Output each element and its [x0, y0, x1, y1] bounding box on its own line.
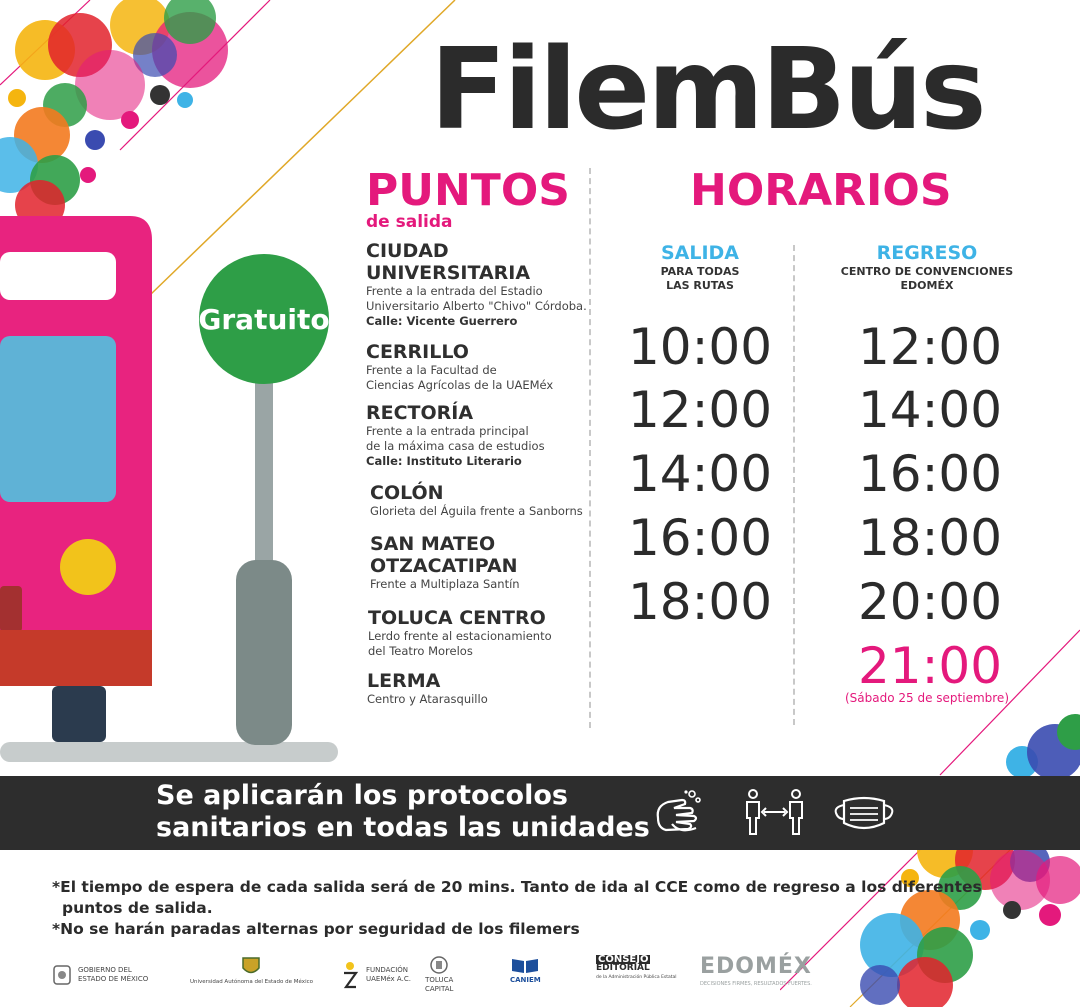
gratuito-label: Gratuito	[198, 302, 330, 336]
salida-header	[620, 241, 780, 293]
stop-name: SAN MATEO	[370, 533, 496, 555]
handwash-icon	[652, 788, 704, 838]
decorative-bubbles-right	[1000, 712, 1080, 776]
logo-text: EDOMÉX	[700, 954, 812, 979]
logo-gobierno-edomex	[52, 955, 148, 995]
toluca-crest-icon	[429, 955, 449, 975]
stop-name: CIUDAD	[366, 240, 449, 262]
logo-text: ESTADO DE MÉXICO	[78, 975, 149, 983]
salida-time: 18:00	[627, 573, 773, 631]
stop-description: de la máxima casa de estudios	[366, 439, 545, 453]
salida-time: 12:00	[627, 381, 773, 439]
footer-notes	[52, 877, 982, 940]
logo-text: EDITORIAL	[596, 963, 650, 973]
face-mask-icon	[832, 795, 896, 833]
salida-time: 10:00	[627, 318, 773, 376]
stop-description: Frente a la entrada principal	[366, 424, 529, 438]
stop-description: Lerdo frente al estacionamiento	[368, 629, 552, 643]
stop-toluca-centro	[368, 607, 583, 659]
protocol-text	[156, 780, 650, 844]
logo-text: TOLUCA	[425, 976, 454, 984]
logo-text: DECISIONES FIRMES, RESULTADOS FUERTES.	[700, 981, 812, 987]
fundacion-icon	[340, 961, 360, 989]
salida-subtitle: PARA TODAS	[660, 265, 740, 278]
logo-uaem	[190, 955, 313, 995]
stop-description: Ciencias Agrícolas de la UAEMéx	[366, 378, 554, 392]
logo-text: FUNDACIÓN	[366, 966, 409, 974]
stop-ciudad-universitaria	[366, 240, 587, 329]
stop-name: UNIVERSITARIA	[366, 262, 531, 284]
stop-name: RECTORÍA	[366, 402, 474, 424]
regreso-header	[832, 241, 1022, 293]
note-line: *El tiempo de espera de cada salida será de 20 mins. Tanto de ida al CCE como de regreso a los diferentes	[52, 878, 982, 896]
logo-text: Universidad Autónoma del Estado de México	[190, 979, 313, 985]
stop-name: LERMA	[367, 670, 441, 692]
stop-description: Frente a Multiplaza Santín	[370, 577, 520, 591]
stop-street: Calle: Vicente Guerrero	[366, 314, 518, 328]
protocol-line: Se aplicarán los protocolos	[156, 780, 568, 811]
logo-consejo-editorial	[596, 955, 677, 995]
logo-toluca-capital	[425, 955, 453, 995]
logo-edomex	[700, 955, 812, 995]
stop-description: Frente a la entrada del Estadio	[366, 284, 543, 298]
logo-text: UAEMéx A.C.	[366, 975, 411, 983]
coat-of-arms-icon	[52, 964, 72, 986]
stop-colon	[370, 482, 585, 519]
regreso-extra-note: (Sábado 25 de septiembre)	[844, 691, 1009, 705]
salida-subtitle: LAS RUTAS	[666, 279, 734, 292]
stop-description: Universitario Alberto "Chivo" Córdoba.	[366, 299, 587, 313]
stop-san-mateo-otzacatipan	[370, 533, 585, 592]
logo-caniem	[510, 955, 541, 995]
caniem-book-icon	[510, 955, 540, 975]
stop-street: Calle: Instituto Literario	[366, 454, 522, 468]
protocol-line: sanitarios en todas las unidades	[156, 812, 650, 843]
regreso-time: 14:00	[857, 381, 1003, 439]
salida-time: 16:00	[627, 509, 773, 567]
gratuito-badge	[199, 254, 329, 384]
regreso-time: 20:00	[857, 573, 1003, 631]
stop-description: Frente a la Facultad de	[366, 363, 497, 377]
logo-text: CANIEM	[510, 976, 541, 984]
note-line: puntos de salida.	[62, 899, 213, 917]
stop-description: Centro y Atarasquillo	[367, 692, 488, 706]
logo-text: GOBIERNO DEL	[78, 966, 132, 974]
page-title: FilemBús	[430, 25, 984, 155]
stop-cerrillo	[366, 341, 581, 393]
salida-title: SALIDA	[660, 242, 740, 264]
stop-name: COLÓN	[370, 482, 444, 504]
stop-rectoria	[366, 402, 581, 469]
stop-name: TOLUCA CENTRO	[368, 607, 546, 629]
logo-fundacion-uaemex	[340, 955, 411, 995]
salida-time: 14:00	[627, 445, 773, 503]
puntos-heading: PUNTOS	[366, 165, 570, 216]
logo-text: de la Administración Pública Estatal	[596, 975, 677, 980]
logo-text: CAPITAL	[425, 985, 454, 993]
stop-name: OTZACATIPAN	[370, 555, 518, 577]
stop-description: del Teatro Morelos	[368, 644, 473, 658]
regreso-subtitle: CENTRO DE CONVENCIONES	[840, 265, 1014, 278]
regreso-extra-time: 21:00	[857, 637, 1003, 695]
regreso-title: REGRESO	[876, 242, 978, 264]
social-distance-icon	[744, 788, 806, 838]
regreso-time: 18:00	[857, 509, 1003, 567]
horarios-heading: HORARIOS	[690, 165, 952, 216]
stop-description: Glorieta del Águila frente a Sanborns	[370, 504, 583, 518]
uaem-shield-icon	[240, 955, 262, 977]
stop-name: CERRILLO	[366, 341, 469, 363]
note-line: *No se harán paradas alternas por seguridad de los filemers	[52, 920, 580, 938]
regreso-subtitle: EDOMÉX	[900, 279, 954, 292]
stop-lerma	[367, 670, 582, 707]
puntos-subheading: de salida	[366, 212, 453, 232]
column-divider	[589, 168, 591, 728]
regreso-time: 16:00	[857, 445, 1003, 503]
logo-text: CONSEJO	[598, 954, 649, 965]
regreso-time: 12:00	[857, 318, 1003, 376]
